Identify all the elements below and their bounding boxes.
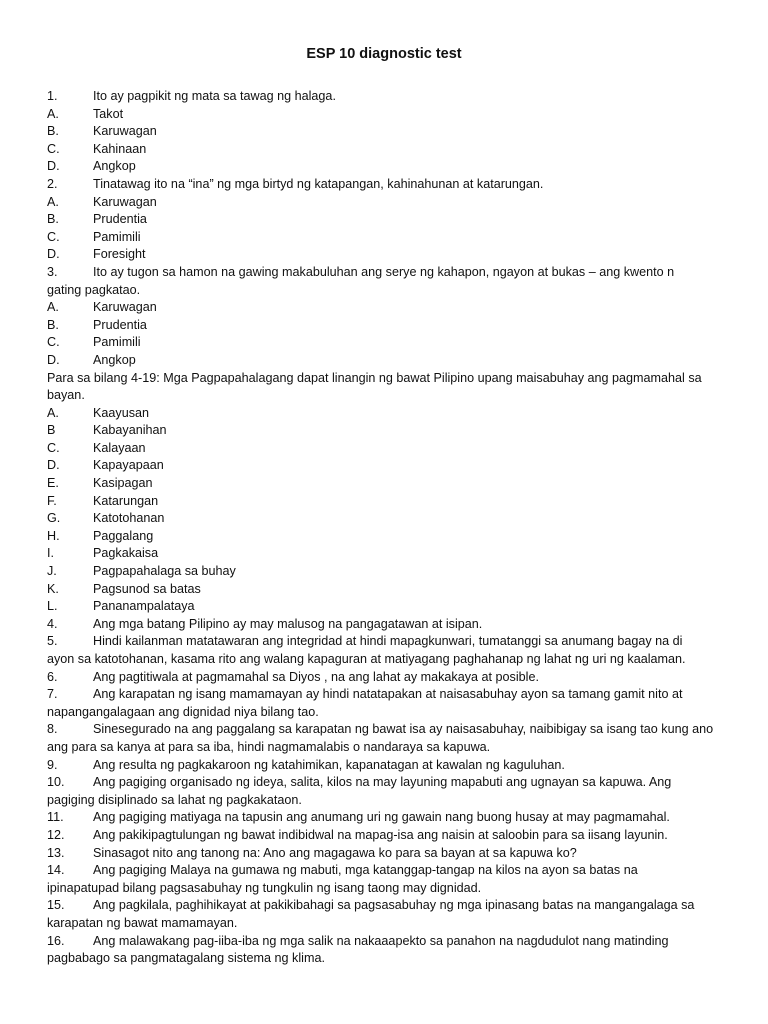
list-item [47, 299, 727, 317]
item-marker: B [47, 423, 56, 438]
item-marker: 4. [47, 616, 58, 631]
item-text: Katotohanan [93, 511, 165, 526]
item-marker: A. [47, 106, 59, 121]
item-text: napangangalagaan ang dignidad niya bilang tao. [47, 704, 319, 719]
item-marker: 6. [47, 669, 58, 684]
item-marker: D. [47, 352, 60, 367]
item-marker: C. [47, 229, 60, 244]
list-item [47, 158, 727, 176]
item-marker: I. [47, 546, 54, 561]
item-text: Sinasagot nito ang tanong na: Ano ang magagawa ko para sa bayan at sa kapuwa ko? [93, 845, 577, 860]
item-text: Ang pagiging Malaya na gumawa ng mabuti, mga katanggap-tangap na kilos na ayon sa batas na [93, 863, 638, 878]
item-text: Kapayapaan [93, 458, 164, 473]
item-marker: 1. [47, 89, 58, 103]
item-text: Pamimili [93, 335, 141, 350]
item-marker: 2. [47, 176, 58, 191]
item-text: Ang pagtitiwala at pagmamahal sa Diyos , na ang lahat ay makakaya at posible. [93, 669, 539, 684]
item-text: Pagsunod sa batas [93, 581, 201, 596]
list-item [47, 405, 727, 423]
item-marker: E. [47, 476, 59, 491]
item-text: Karuwagan [93, 124, 157, 139]
list-item [47, 211, 727, 229]
item-marker: D. [47, 247, 60, 262]
item-marker: 14. [47, 863, 65, 878]
item-text: Ang karapatan ng isang mamamayan ay hindi natatapakan at naisasabuhay ayon sa tamang gamit nito at [93, 687, 683, 702]
list-item [47, 528, 727, 546]
item-text: Foresight [93, 247, 146, 262]
list-item [47, 88, 727, 106]
list-item [47, 757, 727, 775]
continuation-line [47, 282, 727, 300]
list-item [47, 616, 727, 634]
item-marker: D. [47, 458, 60, 473]
item-marker: H. [47, 528, 60, 543]
item-marker: 13. [47, 845, 65, 860]
item-marker: C. [47, 335, 60, 350]
list-item [47, 862, 727, 880]
item-marker: B. [47, 212, 59, 227]
item-marker: A. [47, 194, 59, 209]
list-item [47, 581, 727, 599]
list-item [47, 123, 727, 141]
item-marker: 10. [47, 775, 65, 790]
item-marker: L. [47, 599, 58, 614]
item-text: pagbabago sa pangmatagalang sistema ng klima. [47, 951, 325, 966]
item-text: karapatan ng bawat mamamayan. [47, 915, 238, 930]
item-marker: K. [47, 581, 59, 596]
item-text: Pananampalataya [93, 599, 195, 614]
list-item [47, 457, 727, 475]
list-item [47, 809, 727, 827]
item-text: Ang malawakang pag-iiba-iba ng mga salik na nakaaapekto sa panahon na nagdudulot nang matinding [93, 933, 669, 948]
item-text: Karuwagan [93, 194, 157, 209]
item-text: Ang resulta ng pagkakaroon ng katahimikan, kapanatagan at kawalan ng kaguluhan. [93, 757, 565, 772]
item-marker: F. [47, 493, 57, 508]
item-text: Ang pagiging matiyaga na tapusin ang anumang uri ng gawain nang buong husay at may pagmamahal. [93, 810, 670, 825]
item-text: Pagkakaisa [93, 546, 159, 561]
list-item [47, 545, 727, 563]
item-text: Prudentia [93, 212, 147, 227]
item-text: gating pagkatao. [47, 282, 141, 297]
item-text: Ang pagiging organisado ng ideya, salita, kilos na may layuning mapabuti ang ugnayan sa kapuwa. Ang [93, 775, 672, 790]
item-text: Kaayusan [93, 405, 150, 420]
item-text: Angkop [93, 352, 136, 367]
item-text: Ito ay tugon sa hamon na gawing makabuluhan ang serye ng kahapon, ngayon at bukas – ang kwento n [93, 264, 675, 279]
item-marker: 15. [47, 898, 65, 913]
item-text: Ang pakikipagtulungan ng bawat indibidwal na mapag-isa ang naisin at saloobin para sa iisang layunin. [93, 827, 668, 842]
list-item [47, 493, 727, 511]
list-item [47, 897, 727, 915]
list-item [47, 721, 727, 739]
document-title: ESP 10 diagnostic test [306, 46, 462, 62]
list-item [47, 774, 727, 792]
continuation-line [47, 704, 727, 722]
list-item [47, 352, 727, 370]
list-item [47, 422, 727, 440]
item-text: Pagpapahalaga sa buhay [93, 564, 236, 579]
item-marker: 3. [47, 264, 58, 279]
item-text: Karuwagan [93, 300, 157, 315]
list-item [47, 440, 727, 458]
list-item [47, 106, 727, 124]
continuation-line [47, 739, 727, 757]
list-item [47, 598, 727, 616]
item-marker: A. [47, 300, 59, 315]
item-text: pagiging disiplinado sa lahat ng pagkakataon. [47, 792, 302, 807]
list-item [47, 563, 727, 581]
item-marker: 8. [47, 722, 58, 737]
item-marker: 9. [47, 757, 58, 772]
list-item [47, 510, 727, 528]
list-item [47, 475, 727, 493]
list-item [47, 141, 727, 159]
item-text: Sinesegurado na ang paggalang sa karapatan ng bawat isa ay naisasabuhay, naibibigay sa isang tao kung ano [93, 722, 714, 737]
item-text: Tinatawag ito na “ina” ng mga birtyd ng katapangan, kahinahunan at katarungan. [93, 176, 544, 191]
item-marker: 16. [47, 933, 65, 948]
continuation-line [47, 880, 727, 898]
item-text: Prudentia [93, 317, 147, 332]
continuation-line [47, 370, 727, 388]
item-text: bayan. [47, 388, 85, 403]
list-item [47, 669, 727, 687]
continuation-line [47, 387, 727, 405]
item-marker: B. [47, 124, 59, 139]
item-marker: A. [47, 405, 59, 420]
list-item [47, 334, 727, 352]
list-item [47, 176, 727, 194]
item-marker: J. [47, 564, 57, 579]
item-text: Kalayaan [93, 440, 146, 455]
item-marker: 11. [47, 810, 64, 825]
item-text: Ito ay pagpikit ng mata sa tawag ng halaga. [93, 89, 336, 103]
item-marker: D. [47, 159, 60, 174]
item-text: Katarungan [93, 493, 159, 508]
item-text: ang para sa kanya at para sa iba, hindi nagmamalabis o nandaraya sa kapuwa. [47, 739, 491, 754]
list-item [47, 686, 727, 704]
item-text: Angkop [93, 159, 136, 174]
item-text: Pamimili [93, 229, 141, 244]
item-text: Kasipagan [93, 476, 153, 491]
list-item [47, 845, 727, 863]
item-text: Para sa bilang 4-19: Mga Pagpapahalagang dapat linangin ng bawat Pilipino upang maisabuhay ang pagmamahal sa [47, 370, 702, 385]
item-marker: 5. [47, 634, 58, 649]
item-marker: G. [47, 511, 61, 526]
item-marker: C. [47, 440, 60, 455]
list-item [47, 264, 727, 282]
item-text: Paggalang [93, 528, 154, 543]
continuation-line [47, 792, 727, 810]
item-text: ayon sa katotohanan, kasama rito ang walang kapaguran at matiyagang paghahanap ng lahat ng uri ng kaalaman. [47, 652, 686, 666]
list-item [47, 317, 727, 335]
item-marker: C. [47, 141, 60, 156]
continuation-line [47, 950, 727, 968]
question-list [47, 88, 727, 968]
item-text: Kabayanihan [93, 423, 167, 438]
list-item [47, 229, 727, 247]
item-text: Hindi kailanman matatawaran ang integridad at hindi mapagkunwari, tumatanggi sa anumang bagay na di [93, 634, 683, 649]
list-item [47, 246, 727, 264]
list-item [47, 633, 727, 651]
item-text: ipinapatupad bilang pagsasabuhay ng tungkulin ng isang taong may dignidad. [47, 880, 482, 895]
list-item [47, 194, 727, 212]
continuation-line [47, 651, 727, 669]
item-marker: B. [47, 317, 59, 332]
list-item [47, 827, 727, 845]
item-marker: 12. [47, 827, 65, 842]
item-text: Ang pagkilala, paghihikayat at pakikibahagi sa pagsasabuhay ng mga ipinasang batas na mangangalaga sa [93, 898, 695, 913]
list-item [47, 933, 727, 951]
item-text: Kahinaan [93, 141, 147, 156]
item-text: Takot [93, 106, 124, 121]
item-text: Ang mga batang Pilipino ay may malusog na pangagatawan at isipan. [93, 616, 483, 631]
continuation-line [47, 915, 727, 933]
item-marker: 7. [47, 687, 58, 702]
